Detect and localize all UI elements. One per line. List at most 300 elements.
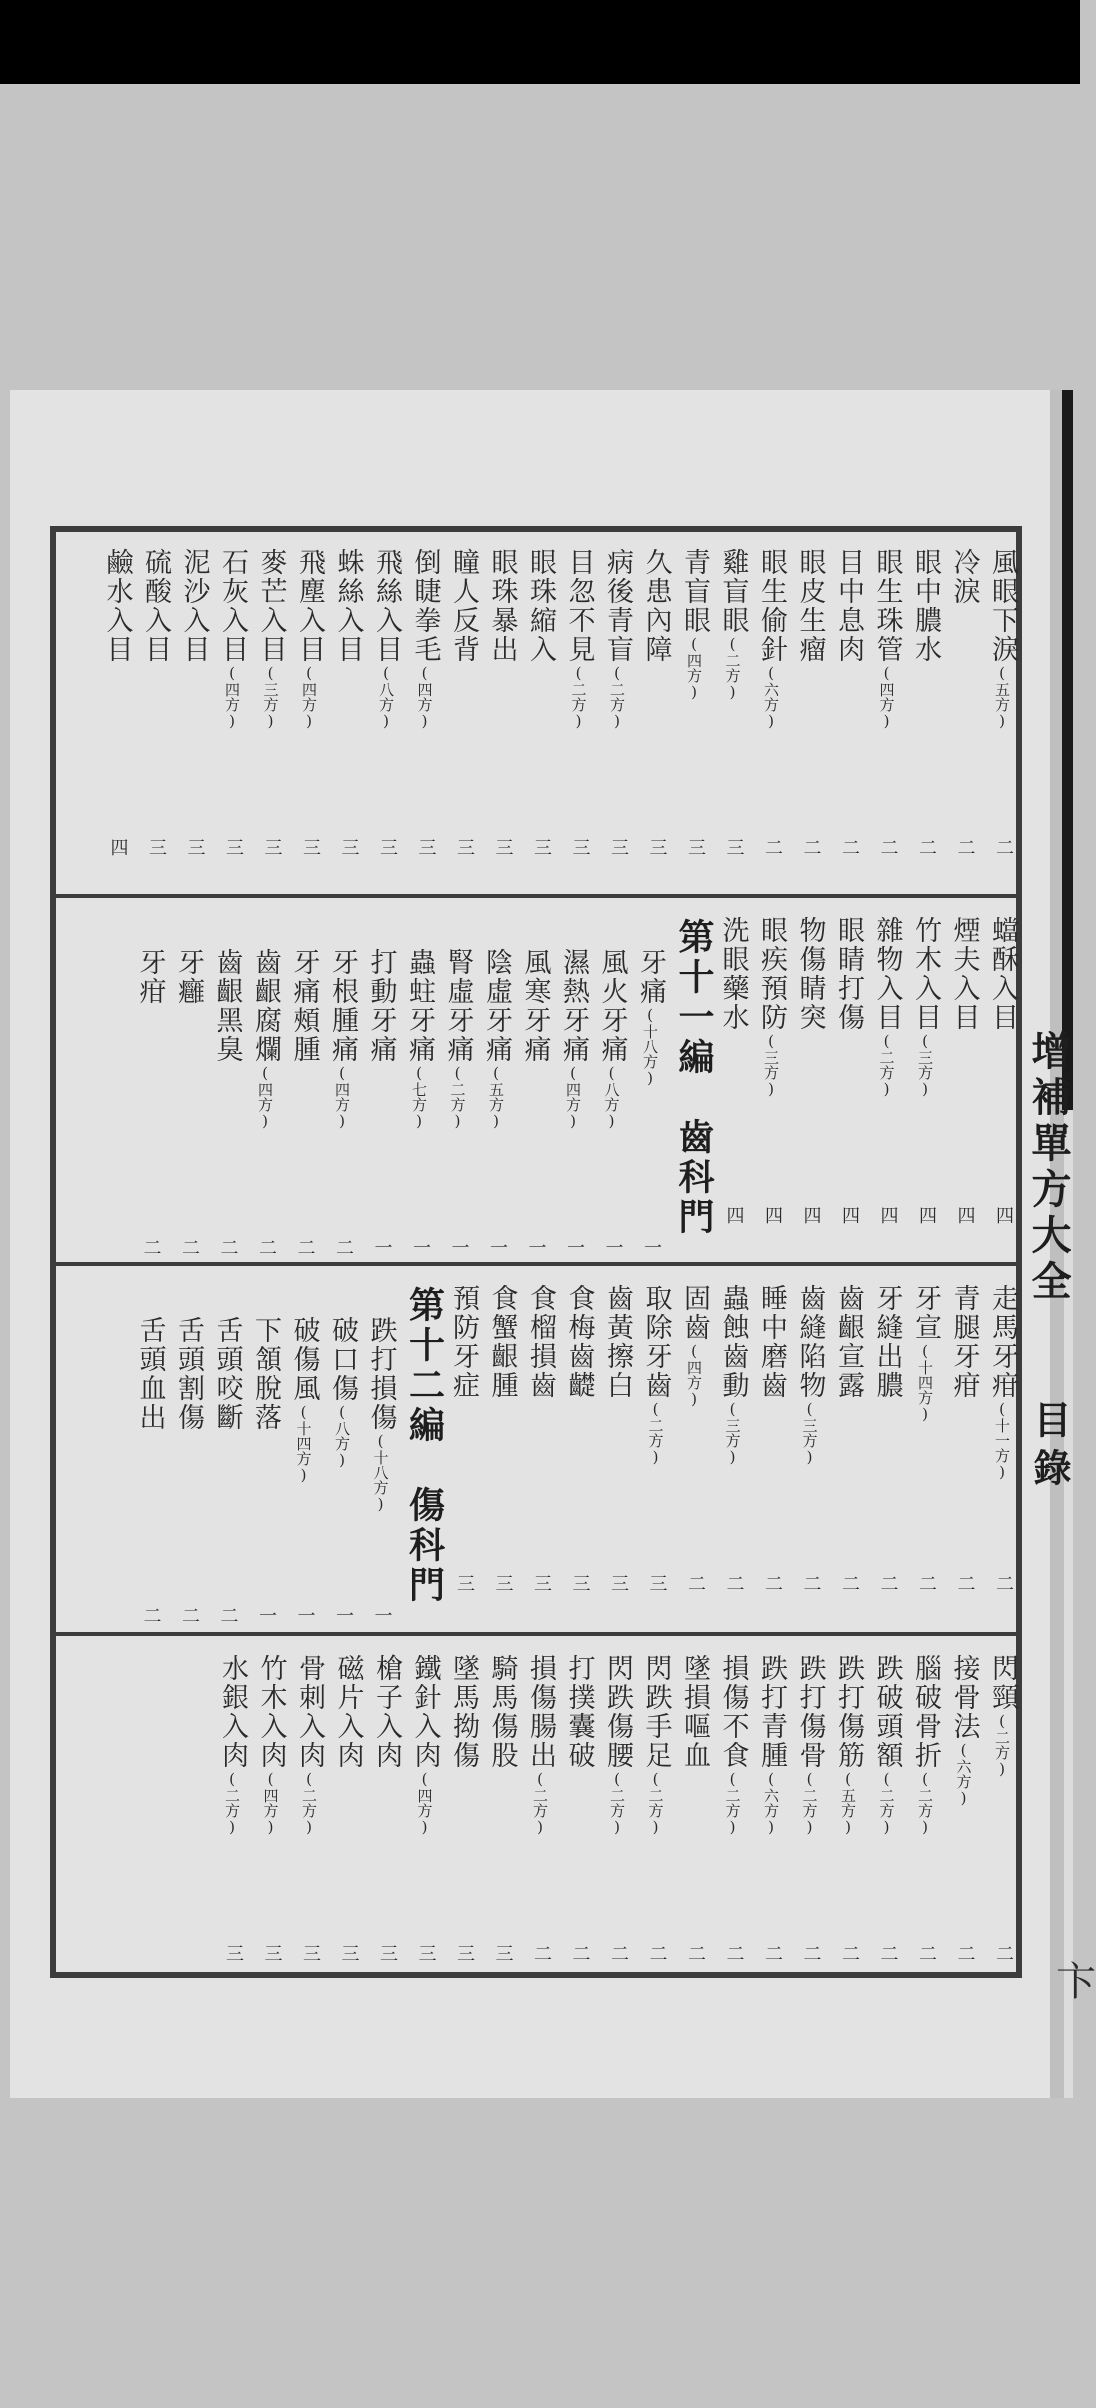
toc-entry <box>524 1654 556 1836</box>
toc-entry <box>986 1654 1018 1778</box>
entry-name: 眼中膿水 <box>910 548 941 664</box>
toc-entry <box>678 548 710 701</box>
entry-note: (二方) <box>723 635 742 701</box>
toc-entry <box>216 548 248 730</box>
toc-entry <box>640 1284 672 1466</box>
entry-name: 取除牙齒 <box>640 1284 672 1400</box>
page-number: 一 <box>525 1238 547 1256</box>
toc-entry <box>447 1284 479 1400</box>
bottom-gray-area <box>0 2098 1080 2408</box>
page-number: 二 <box>954 838 976 856</box>
toc-entry <box>134 948 166 1006</box>
toc-entry <box>409 548 441 730</box>
entry-note: (三方) <box>762 1032 780 1098</box>
toc-entry <box>409 1654 441 1836</box>
toc-entry <box>634 948 666 1087</box>
entry-name: 跌打傷骨 <box>794 1654 826 1770</box>
entry-note: (十八方) <box>641 1006 659 1087</box>
page-number: 二 <box>877 1944 899 1962</box>
section-divider <box>56 894 1016 898</box>
page-number: 一 <box>294 1606 316 1624</box>
page-number: 二 <box>140 1238 162 1256</box>
entry-name: 目忽不見 <box>563 548 595 664</box>
entry-name: 舌頭血出 <box>134 1316 166 1432</box>
entry-name: 打撲囊破 <box>563 1654 595 1770</box>
page-number: 二 <box>646 1944 668 1962</box>
page-number: 三 <box>261 838 283 856</box>
entry-name: 食榴損齒 <box>525 1284 556 1400</box>
entry-note: (四方) <box>685 635 703 701</box>
entry-note: (四方) <box>261 1770 280 1836</box>
entry-name: 破傷風 <box>288 1316 320 1403</box>
toc-entry <box>601 1654 633 1836</box>
entry-name: 牙宣 <box>910 1284 941 1342</box>
entry-name: 眼生珠管 <box>871 548 903 664</box>
page-number: 三 <box>300 838 321 856</box>
page-number: 三 <box>300 1944 321 1962</box>
entry-name: 骨刺入肉 <box>294 1654 325 1770</box>
entry-name: 物傷睛突 <box>794 916 826 1032</box>
entry-note: (二方) <box>300 1770 318 1836</box>
entry-name: 蛛絲入目 <box>332 548 364 664</box>
toc-entry <box>678 1654 710 1770</box>
entry-name: 接骨法 <box>948 1654 980 1741</box>
page-number: 二 <box>954 1944 976 1962</box>
entry-name: 齒黃擦白 <box>602 1284 633 1400</box>
entry-name: 跌打損傷 <box>365 1316 397 1432</box>
page-number: 三 <box>531 1574 552 1592</box>
toc-entry <box>524 1284 556 1400</box>
toc-entry <box>794 916 826 1032</box>
entry-name: 倒睫拳毛 <box>409 548 441 664</box>
entry-name: 蟷酥入目 <box>987 916 1018 1032</box>
toc-entry <box>403 948 435 1130</box>
page-number: 二 <box>877 1574 899 1592</box>
entry-note: (三方) <box>723 1400 742 1466</box>
entry-name: 齒齦宣露 <box>833 1284 864 1400</box>
page-number: 二 <box>800 1574 822 1592</box>
toc-entry <box>755 1654 787 1836</box>
page-number: 二 <box>762 838 783 856</box>
page-number: 三 <box>685 838 706 856</box>
page-number: 三 <box>492 1944 514 1962</box>
page-number: 三 <box>492 838 514 856</box>
page-number: 二 <box>800 838 822 856</box>
entry-name: 竹木入目 <box>910 916 941 1032</box>
page-number: 二 <box>800 1944 822 1962</box>
entry-name: 食蟹齦腫 <box>486 1284 518 1400</box>
entry-note: (十一方) <box>993 1400 1011 1481</box>
toc-entry <box>909 1654 941 1836</box>
entry-name: 食梅齒齼 <box>563 1284 595 1400</box>
section-divider <box>56 1262 1016 1266</box>
entry-name: 睡中磨齒 <box>756 1284 787 1400</box>
toc-entry <box>370 1654 402 1770</box>
entry-name: 濕熱牙痛 <box>558 948 589 1064</box>
toc-entry <box>871 1654 903 1836</box>
toc-entry <box>172 948 204 1006</box>
toc-entry <box>909 548 941 664</box>
entry-name: 瞳人反背 <box>448 548 479 664</box>
entry-note: (二方) <box>723 1770 742 1836</box>
entry-name: 牙癰 <box>173 948 204 1006</box>
page-number: 四 <box>993 1206 1014 1224</box>
page-number: 二 <box>531 1944 552 1962</box>
page-number: 一 <box>564 1238 585 1256</box>
entry-note: (五方) <box>993 664 1011 730</box>
page-number: 二 <box>685 1944 706 1962</box>
page-number: 三 <box>146 838 167 856</box>
entry-name: 飛塵入目 <box>294 548 325 664</box>
entry-name: 閃跌手足 <box>640 1654 672 1770</box>
toc-entry <box>717 916 749 1032</box>
chapter-heading: 第十二編 傷科門 <box>403 1286 446 1606</box>
entry-name: 損傷腸出 <box>525 1654 556 1770</box>
entry-name: 跌破頭額 <box>871 1654 903 1770</box>
toc-entry <box>442 948 474 1130</box>
toc-entry <box>249 948 281 1130</box>
entry-name: 舌頭咬斷 <box>211 1316 243 1432</box>
entry-name: 閃頸 <box>987 1654 1018 1712</box>
toc-entry <box>447 1654 479 1770</box>
page-number: 二 <box>179 1606 200 1624</box>
page-number: 四 <box>107 838 129 856</box>
page-number: 三 <box>492 1574 514 1592</box>
toc-entry <box>717 1654 749 1836</box>
entry-name: 眼生偷針 <box>756 548 787 664</box>
page-number: 二 <box>685 1574 706 1592</box>
scanned-page <box>10 390 1096 2098</box>
toc-entry <box>326 1316 358 1469</box>
toc-entry <box>332 1654 364 1770</box>
page-number: 四 <box>800 1206 822 1224</box>
entry-name: 破口傷 <box>327 1316 358 1403</box>
entry-name: 腦破骨折 <box>910 1654 941 1770</box>
entry-note: (二方) <box>569 664 588 730</box>
entry-name: 雞盲眼 <box>717 548 749 635</box>
entry-name: 騎馬傷股 <box>486 1654 518 1770</box>
book-title: 增補單方大全 <box>1025 1030 1072 1306</box>
entry-note: (二方) <box>646 1400 665 1466</box>
page-number: 三 <box>723 838 745 856</box>
toc-entry <box>794 548 826 664</box>
entry-note: (二方) <box>608 1770 626 1836</box>
entry-name: 泥沙入目 <box>178 548 210 664</box>
entry-name: 鐵針入肉 <box>409 1654 441 1770</box>
toc-entry <box>326 948 358 1130</box>
entry-name: 墜馬拗傷 <box>448 1654 479 1770</box>
chapter-heading: 第十一編 齒科門 <box>673 918 715 1238</box>
entry-name: 風火牙痛 <box>596 948 628 1064</box>
entry-name: 牙根腫痛 <box>327 948 358 1064</box>
page-number: 一 <box>602 1238 624 1256</box>
toc-entry <box>794 1284 826 1466</box>
entry-note: (二方) <box>877 1032 896 1098</box>
entry-note: (二方) <box>993 1712 1011 1778</box>
toc-entry <box>986 548 1018 730</box>
page-number: 三 <box>454 838 475 856</box>
page-number: 四 <box>723 1206 745 1224</box>
toc-entry <box>871 916 903 1098</box>
toc-entry <box>832 548 864 664</box>
page-number: 二 <box>217 1606 239 1624</box>
toc-label: 目錄 <box>1027 1400 1072 1496</box>
page-number: 三 <box>377 838 398 856</box>
entry-note: (六方) <box>762 1770 780 1836</box>
entry-note: (二方) <box>608 664 626 730</box>
toc-entry <box>255 1654 287 1836</box>
toc-entry <box>211 948 243 1064</box>
page-number: 二 <box>294 1238 316 1256</box>
toc-entry <box>480 948 512 1130</box>
page-number: 三 <box>338 838 360 856</box>
entry-note: (二方) <box>448 1064 467 1130</box>
page-number: 三 <box>261 1944 283 1962</box>
entry-name: 跌打青腫 <box>756 1654 787 1770</box>
toc-entry <box>216 1654 248 1836</box>
entry-name: 眼珠暴出 <box>486 548 518 664</box>
page-number: 一 <box>487 1238 508 1256</box>
toc-entry <box>909 916 941 1098</box>
toc-entry <box>678 1284 710 1408</box>
entry-note: (八方) <box>333 1403 351 1469</box>
toc-entry <box>832 1654 864 1836</box>
page-number: 二 <box>723 1574 745 1592</box>
toc-entry <box>948 916 980 1032</box>
page-number: 三 <box>646 838 668 856</box>
entry-note: (八方) <box>377 664 395 730</box>
entry-name: 磁片入肉 <box>332 1654 364 1770</box>
page-edge-dark <box>1062 390 1073 1110</box>
entry-name: 石灰入目 <box>217 548 248 664</box>
page-number: 二 <box>762 1944 783 1962</box>
page-number: 三 <box>415 838 437 856</box>
toc-entry <box>288 948 320 1064</box>
page-number: 二 <box>256 1238 277 1256</box>
entry-name: 腎虛牙痛 <box>442 948 474 1064</box>
toc-entry <box>519 948 551 1064</box>
entry-name: 閃跌傷腰 <box>602 1654 633 1770</box>
page-number: 二 <box>762 1574 783 1592</box>
entry-name: 硫酸入目 <box>140 548 171 664</box>
toc-entry <box>172 1316 204 1432</box>
page-number: 二 <box>839 1574 860 1592</box>
entry-note: (七方) <box>410 1064 428 1130</box>
toc-entry <box>909 1284 941 1423</box>
entry-note: (四方) <box>223 664 241 730</box>
page-number: 二 <box>993 1574 1014 1592</box>
toc-entry <box>563 548 595 730</box>
entry-name: 跌打傷筋 <box>833 1654 864 1770</box>
page-number: 二 <box>179 1238 200 1256</box>
page-number: 三 <box>646 1574 668 1592</box>
toc-entry <box>293 1654 325 1836</box>
page-number: 一 <box>371 1606 393 1624</box>
entry-note: (二方) <box>916 1770 934 1836</box>
entry-note: (二方) <box>877 1770 896 1836</box>
entry-name: 眼睛打傷 <box>833 916 864 1032</box>
toc-entry <box>447 548 479 664</box>
entry-name: 齒縫陷物 <box>794 1284 826 1400</box>
page-number: 二 <box>916 838 937 856</box>
page-number: 一 <box>410 1238 431 1256</box>
page-number: 二 <box>916 1574 937 1592</box>
entry-note: (四方) <box>415 664 434 730</box>
entry-name: 風眼下淚 <box>987 548 1018 664</box>
entry-note: (四方) <box>877 664 896 730</box>
entry-note: (二方) <box>223 1770 241 1836</box>
page-number: 三 <box>184 838 206 856</box>
toc-entry <box>596 948 628 1130</box>
toc-entry <box>563 1284 595 1400</box>
page-number: 四 <box>954 1206 976 1224</box>
page-number: 一 <box>448 1238 470 1256</box>
entry-name: 預防牙症 <box>448 1284 479 1400</box>
toc-entry <box>370 548 402 730</box>
page-number: 三 <box>415 1944 437 1962</box>
entry-note: (五方) <box>839 1770 857 1836</box>
entry-name: 牙痛頰腫 <box>288 948 320 1064</box>
toc-entry <box>101 548 133 664</box>
entry-name: 飛絲入目 <box>371 548 402 664</box>
entry-name: 打動牙痛 <box>365 948 397 1064</box>
entry-note: (五方) <box>487 1064 505 1130</box>
entry-name: 固齒 <box>679 1284 710 1342</box>
page-number: 三 <box>608 838 629 856</box>
entry-name: 目中息肉 <box>833 548 864 664</box>
page-number: 二 <box>723 1944 745 1962</box>
page-number: 三 <box>223 1944 244 1962</box>
entry-name: 墜損嘔血 <box>679 1654 710 1770</box>
page-number: 四 <box>839 1206 860 1224</box>
toc-entry <box>832 916 864 1032</box>
entry-name: 蟲蝕齒動 <box>717 1284 749 1400</box>
page-number: 一 <box>333 1606 354 1624</box>
page-number: 二 <box>954 1574 976 1592</box>
toc-entry <box>134 1316 166 1432</box>
entry-note: (四方) <box>333 1064 351 1130</box>
entry-note: (四方) <box>415 1770 434 1836</box>
toc-entry <box>755 1284 787 1400</box>
toc-entry <box>486 1654 518 1770</box>
page-number: 三 <box>377 1944 398 1962</box>
page-number: 一 <box>256 1606 277 1624</box>
entry-name: 洗眼藥水 <box>717 916 749 1032</box>
entry-name: 久患內障 <box>640 548 672 664</box>
entry-name: 牙痛 <box>635 948 666 1006</box>
toc-entry <box>717 1284 749 1466</box>
page-number: 二 <box>569 1944 591 1962</box>
entry-note: (十八方) <box>371 1432 390 1513</box>
entry-note: (六方) <box>954 1741 973 1807</box>
entry-name: 眼珠縮入 <box>525 548 556 664</box>
entry-name: 損傷不食 <box>717 1654 749 1770</box>
toc-entry <box>524 548 556 664</box>
page-number: 二 <box>140 1606 162 1624</box>
entry-name: 竹木入肉 <box>255 1654 287 1770</box>
entry-note: (二方) <box>800 1770 819 1836</box>
entry-note: (四方) <box>564 1064 582 1130</box>
top-black-bar <box>0 0 1080 84</box>
toc-entry <box>640 1654 672 1836</box>
entry-name: 舌頭割傷 <box>173 1316 204 1432</box>
entry-note: (十四方) <box>294 1403 313 1484</box>
toc-entry <box>249 1316 281 1432</box>
toc-entry <box>178 548 210 664</box>
entry-name: 眼疾預防 <box>756 916 787 1032</box>
page-number: 三 <box>608 1574 629 1592</box>
entry-name: 風寒牙痛 <box>519 948 551 1064</box>
toc-entry <box>486 548 518 664</box>
entry-note: (三方) <box>800 1400 819 1466</box>
entry-note: (二方) <box>531 1770 549 1836</box>
page-number: 三 <box>531 838 552 856</box>
entry-note: (四方) <box>256 1064 274 1130</box>
entry-name: 鹼水入目 <box>101 548 133 664</box>
entry-note: (三方) <box>261 664 280 730</box>
toc-entry <box>563 1654 595 1770</box>
entry-note: (三方) <box>916 1032 934 1098</box>
toc-entry <box>755 916 787 1098</box>
entry-name: 蟲蛀牙痛 <box>404 948 435 1064</box>
toc-entry <box>293 548 325 730</box>
toc-entry <box>601 1284 633 1400</box>
page-number: 二 <box>333 1238 354 1256</box>
toc-entry <box>332 548 364 664</box>
page-number: 三 <box>338 1944 360 1962</box>
entry-name: 病後青盲 <box>602 548 633 664</box>
page-number: 三 <box>569 1574 591 1592</box>
entry-note: (二方) <box>646 1770 665 1836</box>
entry-name: 冷淚 <box>948 548 980 606</box>
entry-note: (十四方) <box>916 1342 934 1423</box>
toc-entry <box>139 548 171 664</box>
entry-name: 齒齦黑臭 <box>211 948 243 1064</box>
toc-frame <box>50 526 1022 1978</box>
page-number: 二 <box>993 1944 1014 1962</box>
entry-note: (四方) <box>300 664 318 730</box>
toc-entry <box>794 1654 826 1836</box>
page-number: 二 <box>993 838 1014 856</box>
page-number: 二 <box>916 1944 937 1962</box>
section-divider <box>56 1632 1016 1636</box>
entry-note: (四方) <box>685 1342 703 1408</box>
toc-entry <box>871 1284 903 1400</box>
entry-name: 青盲眼 <box>679 548 710 635</box>
entry-note: (六方) <box>762 664 780 730</box>
page-number: 四 <box>916 1206 937 1224</box>
page-number: 一 <box>641 1238 662 1256</box>
toc-entry <box>986 1284 1018 1481</box>
entry-name: 走馬牙疳 <box>987 1284 1018 1400</box>
entry-name: 煙夫入目 <box>948 916 980 1032</box>
toc-entry <box>948 1654 980 1807</box>
page-number: 二 <box>839 1944 860 1962</box>
entry-name: 牙疳 <box>134 948 166 1006</box>
entry-name: 水銀入肉 <box>217 1654 248 1770</box>
toc-entry <box>640 548 672 664</box>
entry-name: 陰虛牙痛 <box>481 948 512 1064</box>
toc-entry <box>717 548 749 701</box>
toc-entry <box>871 548 903 730</box>
toc-entry <box>365 1316 397 1513</box>
toc-entry <box>601 548 633 730</box>
page-number: 三 <box>454 1574 475 1592</box>
entry-name: 雜物入目 <box>871 916 903 1032</box>
toc-entry <box>288 1316 320 1484</box>
page-number: 四 <box>762 1206 783 1224</box>
entry-name: 齒齦腐爛 <box>250 948 281 1064</box>
